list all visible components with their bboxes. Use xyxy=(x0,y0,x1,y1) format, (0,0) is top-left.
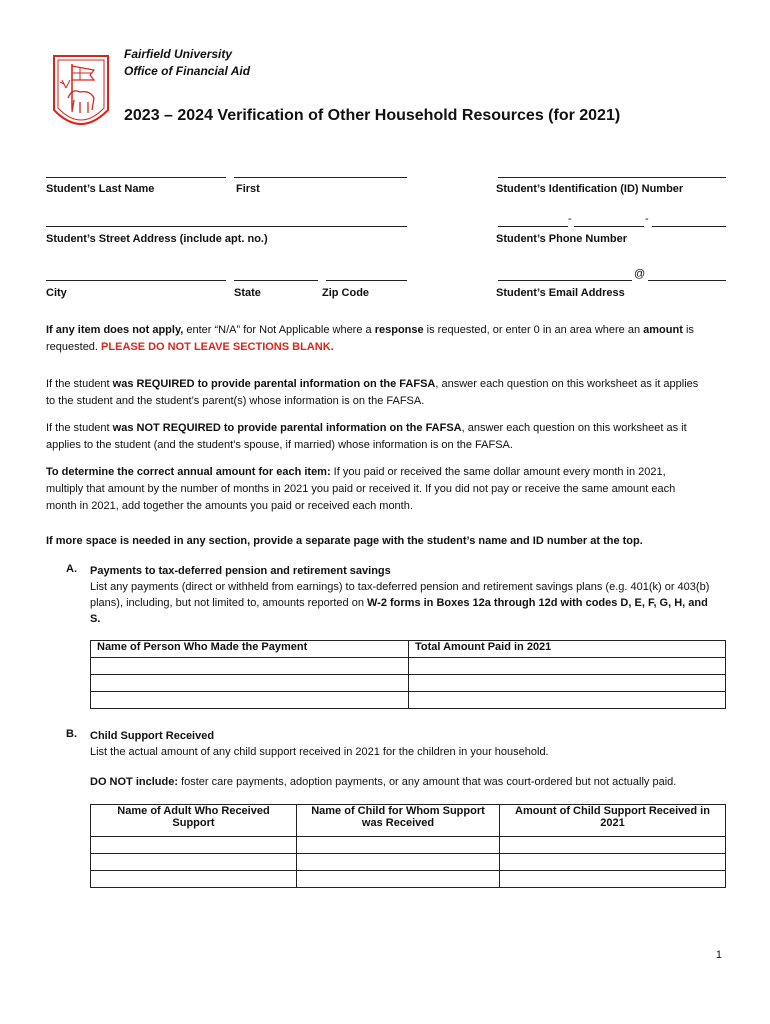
instruction-na-response: response xyxy=(374,324,424,336)
instruction-na-amount: amount xyxy=(643,324,683,336)
page-title: 2023 – 2024 Verification of Other Household Resources (for 2021) xyxy=(124,107,621,124)
student-id-field[interactable] xyxy=(498,177,726,178)
instruction-na-text3: is requested. xyxy=(46,324,694,353)
table-cell-input[interactable] xyxy=(91,675,409,692)
table-cell-input[interactable] xyxy=(91,658,409,675)
section-b-text: List the actual amount of any child support received in 2021 for the children in your household. xyxy=(90,746,549,758)
table-cell-input[interactable] xyxy=(297,871,500,888)
table-row xyxy=(91,871,726,888)
table-cell-input[interactable] xyxy=(91,871,297,888)
table-header-cell: Total Amount Paid in 2021 xyxy=(409,641,726,658)
city-field[interactable] xyxy=(46,280,226,281)
phone-area-field[interactable] xyxy=(498,226,568,227)
instruction-bold: was REQUIRED to provide parental information on the FAFSA xyxy=(112,378,436,390)
phone-separator: - xyxy=(568,213,572,225)
office-name: Office of Financial Aid xyxy=(124,64,251,78)
pension-payments-table xyxy=(90,640,726,709)
section-a-end: . xyxy=(97,613,101,625)
student-id-label: Student’s Identification (ID) Number xyxy=(496,183,684,195)
email-domain-field[interactable] xyxy=(648,280,726,281)
section-a-heading: Payments to tax-deferred pension and retirement savings xyxy=(90,565,391,577)
university-header xyxy=(124,46,250,80)
table-header-cell: Name of Child for Whom Support was Received xyxy=(297,805,500,837)
section-b-exclusion-text: foster care payments, adoption payments, or any amount that was court-ordered but not actually paid. xyxy=(178,776,677,788)
phone-separator: - xyxy=(645,213,649,225)
phone-line-field[interactable] xyxy=(652,226,726,227)
section-b xyxy=(90,728,720,760)
table-row xyxy=(91,837,726,854)
table-header-row xyxy=(91,805,726,837)
table-header-row xyxy=(91,641,726,658)
no-blank-warning: PLEASE DO NOT LEAVE SECTIONS BLANK. xyxy=(101,341,334,353)
table-header-cell: Name of Person Who Made the Payment xyxy=(91,641,409,658)
table-cell-input[interactable] xyxy=(500,854,726,871)
table-cell-input[interactable] xyxy=(409,692,726,709)
table-row xyxy=(91,675,726,692)
street-address-label: Student’s Street Address (include apt. no.) xyxy=(46,233,268,245)
instruction-more-space: If more space is needed in any section, provide a separate page with the student’s name and ID number at the top. xyxy=(46,535,643,547)
instruction-text: If you paid or received the same dollar amount every month in 2021, multiply that amount by the number of months in 2021 you paid or received it. If you did not pay or receive the same amount each month in 2021, add together the amounts you paid or received each month. xyxy=(46,466,676,512)
section-a-text: List any payments (direct or withheld from earnings) to tax-deferred pension and retirement savings plans (e.g. 401(k) or 403(b) plans), including, but not limited to, amounts reported on xyxy=(90,581,710,609)
table-cell-input[interactable] xyxy=(500,871,726,888)
section-a-bold: W-2 forms in Boxes 12a through 12d with codes D, E, F, G, H, and S xyxy=(90,597,708,625)
instruction-parental-required xyxy=(46,376,706,410)
section-b-exclusion-bold: DO NOT include: xyxy=(90,776,178,788)
instruction-annual-amount xyxy=(46,464,706,515)
university-seal-logo xyxy=(50,50,112,140)
table-row xyxy=(91,692,726,709)
table-header-cell: Amount of Child Support Received in 2021 xyxy=(500,805,726,837)
table-cell-input[interactable] xyxy=(409,658,726,675)
state-label: State xyxy=(234,287,261,299)
instruction-bold: To determine the correct annual amount for each item: xyxy=(46,466,331,478)
instruction-na xyxy=(46,322,706,356)
table-cell-input[interactable] xyxy=(91,854,297,871)
instruction-na-text2: is requested, or enter 0 in an area where an xyxy=(423,324,644,336)
section-a-letter: A. xyxy=(66,563,77,575)
email-label: Student’s Email Address xyxy=(496,287,625,299)
phone-label: Student’s Phone Number xyxy=(496,233,627,245)
instruction-text: If the student xyxy=(46,422,113,434)
email-at-symbol: @ xyxy=(634,268,646,280)
instruction-na-text: enter “N/A” for Not Applicable where a xyxy=(183,324,375,336)
table-cell-input[interactable] xyxy=(91,692,409,709)
table-cell-input[interactable] xyxy=(500,837,726,854)
state-field[interactable] xyxy=(234,280,318,281)
last-name-label: Student’s Last Name xyxy=(46,183,155,195)
child-support-table xyxy=(90,804,726,888)
zip-label: Zip Code xyxy=(322,287,370,299)
last-name-field[interactable] xyxy=(46,177,226,178)
table-header-cell: Name of Adult Who Received Support xyxy=(91,805,297,837)
page-number: 1 xyxy=(715,949,722,961)
table-cell-input[interactable] xyxy=(91,837,297,854)
table-cell-input[interactable] xyxy=(297,837,500,854)
instruction-text: , answer each question on this worksheet as it applies to the student (and the student’s spouse, if married) whose information is on the FAFSA. xyxy=(46,422,687,451)
city-label: City xyxy=(46,287,67,299)
instruction-parental-not-required xyxy=(46,420,706,454)
table-row xyxy=(91,854,726,871)
section-b-heading: Child Support Received xyxy=(90,730,215,742)
section-b-exclusion xyxy=(90,774,720,790)
university-name: Fairfield University xyxy=(124,47,233,61)
street-address-field[interactable] xyxy=(46,226,407,227)
table-cell-input[interactable] xyxy=(297,854,500,871)
instruction-na-bold: If any item does not apply, xyxy=(46,324,184,336)
instruction-text: If the student xyxy=(46,378,113,390)
instruction-bold: was NOT REQUIRED to provide parental information on the FAFSA xyxy=(112,422,462,434)
table-row xyxy=(91,658,726,675)
table-cell-input[interactable] xyxy=(409,675,726,692)
section-b-letter: B. xyxy=(66,728,77,740)
section-a-body xyxy=(90,579,720,627)
first-name-label: First xyxy=(236,183,260,195)
instruction-text: , answer each question on this worksheet as it applies to the student and the student’s parent(s) whose information is on the FAFSA. xyxy=(46,378,699,407)
first-name-field[interactable] xyxy=(234,177,407,178)
section-a xyxy=(90,563,720,627)
email-user-field[interactable] xyxy=(498,280,632,281)
zip-field[interactable] xyxy=(326,280,407,281)
phone-prefix-field[interactable] xyxy=(574,226,644,227)
